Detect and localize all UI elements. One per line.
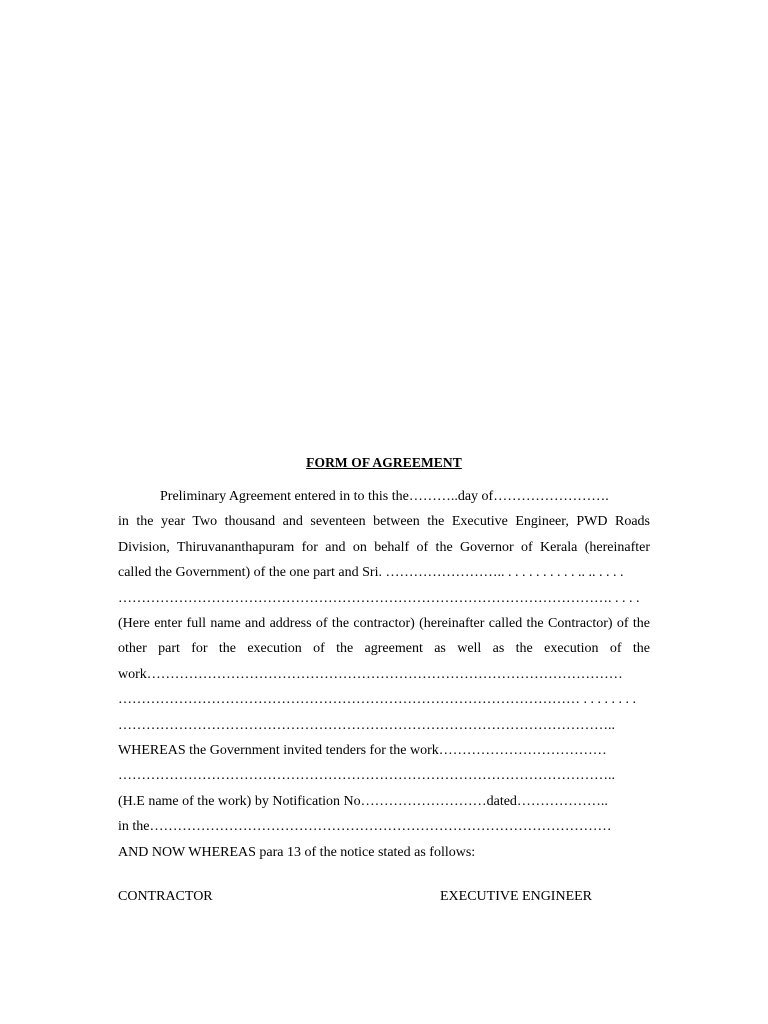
agreement-line-blank-2: ……………………………………………………………………………………… . . . . . . . .	[118, 692, 636, 708]
agreement-line-blank-3: ……………………………………………………………………………………………..	[118, 717, 615, 733]
agreement-line-whereas: WHEREAS the Government invited tenders for the work………………………………	[118, 743, 607, 759]
agreement-line-preamble: Preliminary Agreement entered in to this the………..day of…………………….	[160, 489, 609, 504]
agreement-body	[118, 484, 650, 865]
agreement-line-blank-1: ……………………………………………………………………………………………. . . . .	[118, 590, 640, 606]
agreement-line-blank-4: ……………………………………………………………………………………………..	[118, 768, 615, 784]
agreement-line-work: work…………………………………………………………………………………………	[118, 666, 623, 682]
contractor-signature-label: CONTRACTOR	[118, 889, 213, 904]
agreement-line-year: in the year Two thousand and seventeen between the Executive Engineer, PWD Roads	[118, 514, 650, 530]
agreement-line-in-the: in the………………………………………………………………………………………	[118, 819, 612, 835]
agreement-line-division: Division, Thiruvananthapuram for and on behalf of the Governor of Kerala (hereinafter	[118, 539, 650, 555]
executive-engineer-signature-label: EXECUTIVE ENGINEER	[440, 889, 593, 904]
document-title: FORM OF AGREEMENT	[306, 455, 462, 470]
agreement-line-notification: (H.E name of the work) by Notification No………………………dated………………..	[118, 793, 608, 809]
agreement-line-contractor-note: (Here enter full name and address of the contractor) (hereinafter called the Contractor) of the	[118, 616, 650, 632]
agreement-line-sri: called the Government) of the one part and Sri. …………………….. . . . . . . . . . . .. .. . . . .	[118, 565, 624, 581]
agreement-line-and-now: AND NOW WHEREAS para 13 of the notice stated as follows:	[118, 844, 476, 860]
signature-row	[118, 889, 650, 909]
agreement-line-execution: other part for the execution of the agreement as well as the execution of the	[118, 641, 650, 657]
